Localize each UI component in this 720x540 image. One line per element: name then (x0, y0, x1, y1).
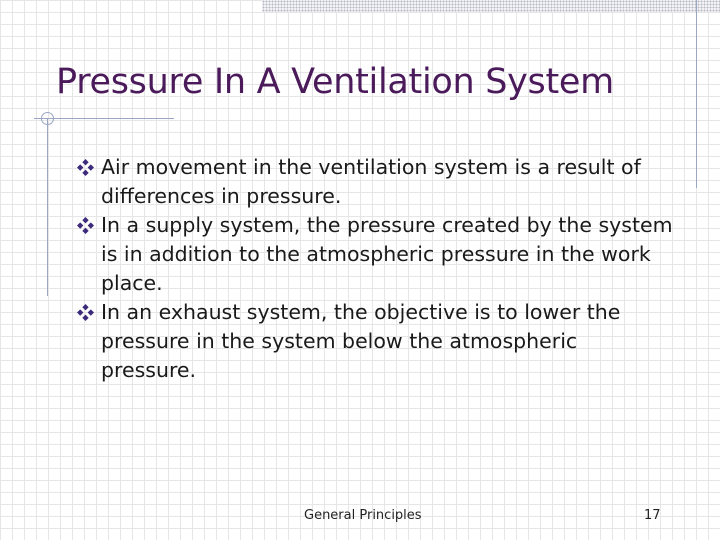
page-number: 17 (644, 508, 661, 523)
decorative-dotted-band (262, 0, 720, 12)
diamond-bullet-icon (77, 159, 94, 176)
decorative-vertical-line-right (696, 0, 697, 188)
diamond-bullet-icon (77, 217, 94, 234)
bullet-item-3 (76, 298, 676, 385)
title-underline (34, 118, 174, 119)
decorative-vertical-line-left (47, 118, 48, 296)
crosshair-ornament-icon (41, 112, 54, 125)
footer-text: General Principles (304, 508, 422, 523)
bullet-text-1: Air movement in the ventilation system is a result of differences in pressure. (101, 155, 641, 208)
slide-title: Pressure In A Ventilation System (56, 62, 614, 102)
bullet-item-2 (76, 211, 676, 298)
bullet-text-2: In a supply system, the pressure created by the system is in addition to the atmospheric pressure in the work place. (101, 213, 673, 295)
diamond-bullet-icon (77, 304, 94, 321)
bullet-text-3: In an exhaust system, the objective is to lower the pressure in the system below the atmospheric pressure. (101, 300, 621, 382)
bullet-item-1 (76, 153, 676, 211)
bullet-list (76, 153, 676, 385)
